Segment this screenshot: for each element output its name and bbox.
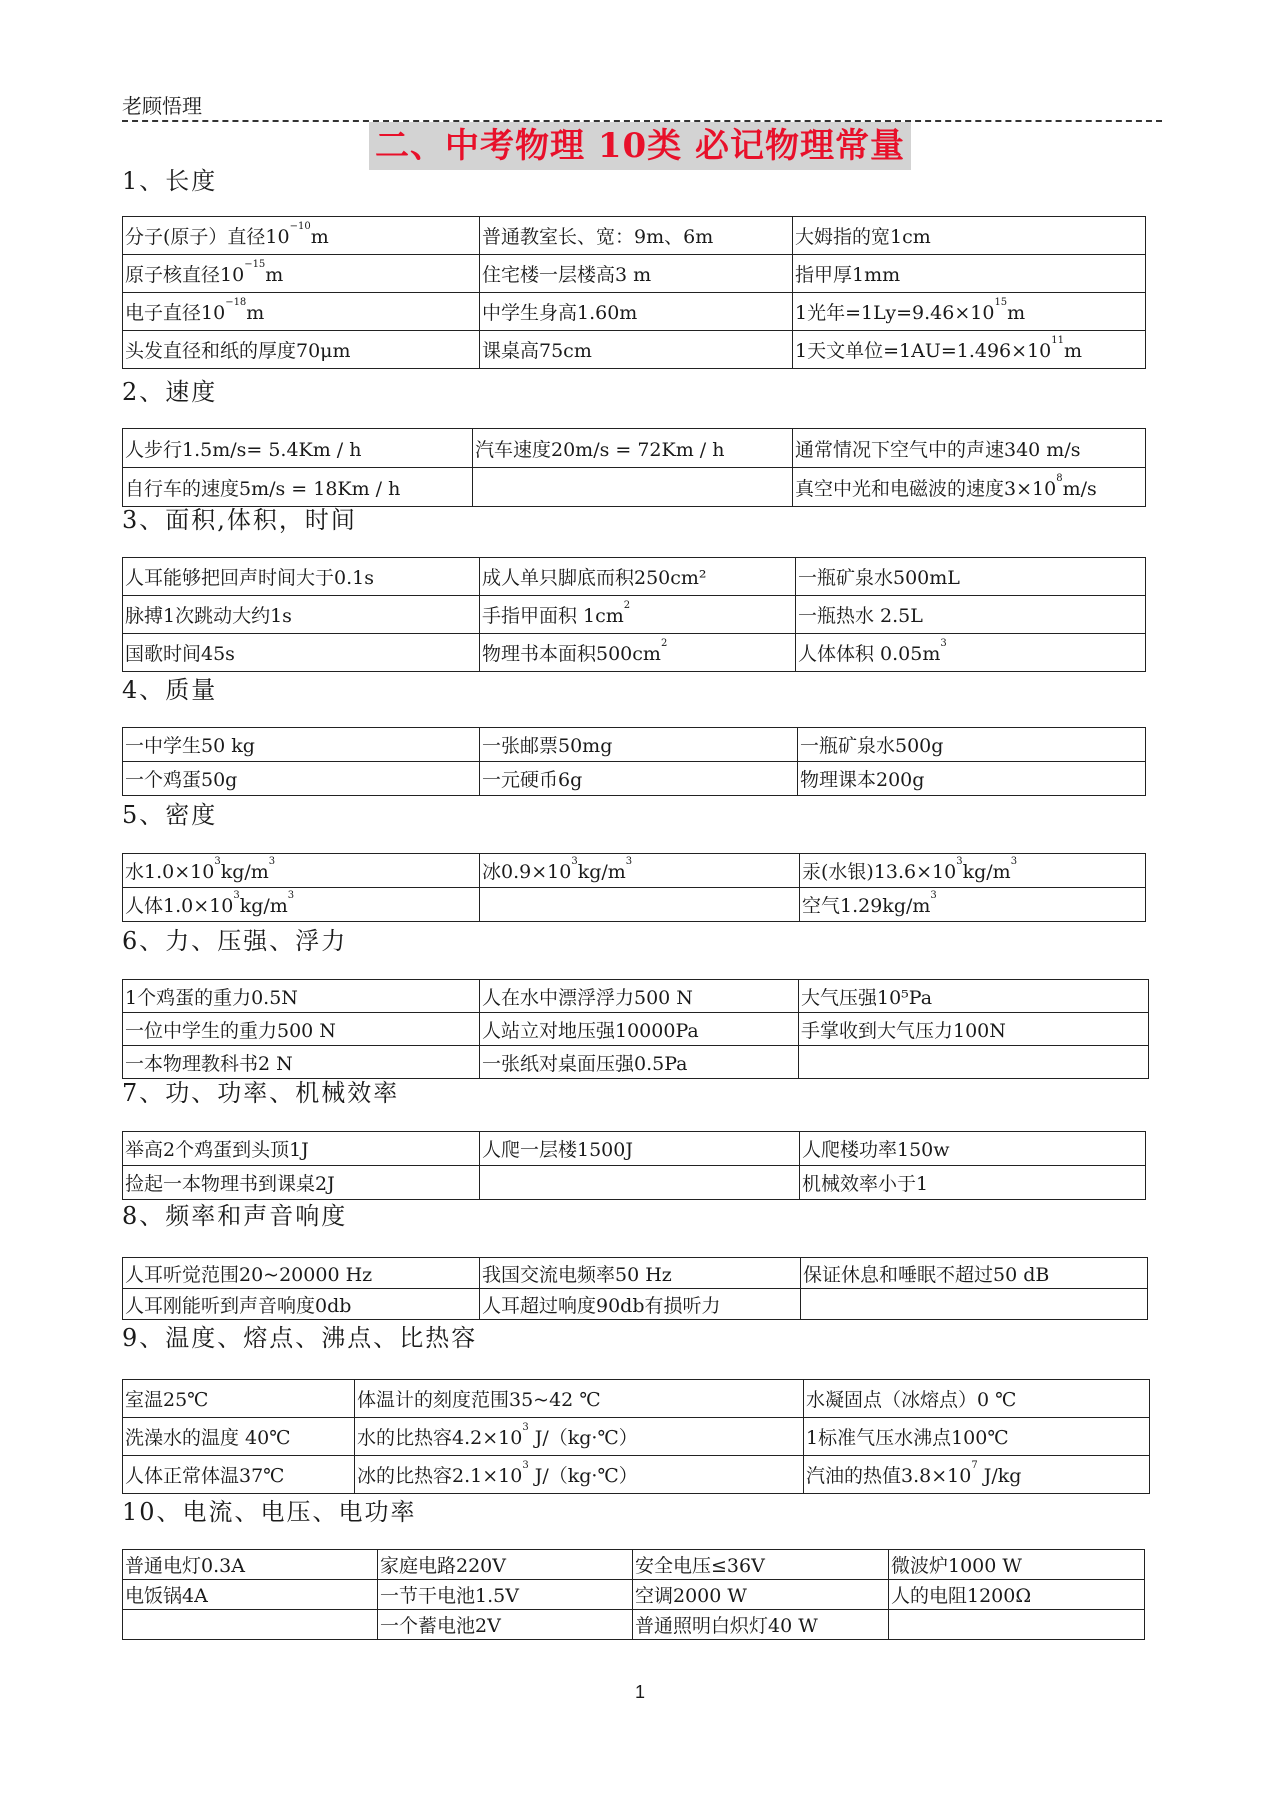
- table-cell: 指甲厚1mm: [793, 255, 1146, 293]
- table-cell: 一个蓄电池2V: [378, 1610, 633, 1640]
- table-cell: 国歌时间45s: [123, 634, 480, 672]
- table-cell: 室温25℃: [123, 1380, 355, 1418]
- table-cell: [480, 1166, 800, 1200]
- table-cell: 电饭锅4A: [123, 1580, 378, 1610]
- table-cell: [889, 1610, 1145, 1640]
- table-cell: 通常情况下空气中的声速340 m/s: [793, 429, 1146, 468]
- table-cell: 人体$1.0\times 10^3kg/m^3$: [123, 888, 480, 922]
- table-row: [123, 1046, 1149, 1079]
- table-cell: 人体正常体温37℃: [123, 1456, 355, 1494]
- table-cell: 人体体积 $0.05m^3$: [796, 634, 1146, 672]
- table-cell: 举高2个鸡蛋到头顶1J: [123, 1132, 480, 1166]
- table-cell: 人耳能够把回声时间大于0.1s: [123, 558, 480, 596]
- table-cell: 头发直径和纸的厚度70μm: [123, 331, 480, 369]
- table-cell: 物理课本200g: [798, 762, 1146, 796]
- table-cell: 空调2000 W: [633, 1580, 889, 1610]
- table-cell: 水的比热容$4.2\times 10^3$ J/（kg·℃）: [355, 1418, 804, 1456]
- constants-table: [122, 1379, 1150, 1494]
- table-cell: 手指甲面积 $1cm^2$: [480, 596, 796, 634]
- constants-table: [122, 1549, 1145, 1640]
- table-row: [123, 1456, 1150, 1494]
- table-row: [123, 429, 1146, 468]
- table-cell: 人的电阻1200Ω: [889, 1580, 1145, 1610]
- table-cell: 水$1.0\times 10^3kg/m^3$: [123, 854, 480, 888]
- constants-table: [122, 1131, 1146, 1200]
- table-cell: [799, 1046, 1149, 1079]
- table-cell: 人爬一层楼1500J: [480, 1132, 800, 1166]
- table-row: [123, 854, 1146, 888]
- table-cell: 人耳刚能听到声音响度0db: [123, 1289, 480, 1320]
- table-row: [123, 634, 1146, 672]
- table-cell: 安全电压≤36V: [633, 1550, 889, 1580]
- table-cell: 汞(水银)$13.6\times 10^3kg/m^3$: [800, 854, 1146, 888]
- table-cell: 1天文单位$=1AU=1.496\times 10^{11}m$: [793, 331, 1146, 369]
- constants-table: [122, 853, 1146, 922]
- table-row: [123, 1418, 1150, 1456]
- table-cell: 机械效率小于1: [800, 1166, 1146, 1200]
- title-wrap: [0, 122, 1280, 170]
- table-cell: 大姆指的宽1cm: [793, 217, 1146, 255]
- table-row: [123, 255, 1146, 293]
- table-cell: 冰的比热容$2.1\times 10^3$ J/（kg·℃）: [355, 1456, 804, 1494]
- table-cell: [473, 468, 793, 507]
- table-cell: 一瓶热水 2.5L: [796, 596, 1146, 634]
- table-cell: 一张邮票50mg: [480, 728, 798, 762]
- table-cell: 家庭电路220V: [378, 1550, 633, 1580]
- table-cell: 1个鸡蛋的重力0.5N: [123, 980, 480, 1013]
- table-row: [123, 1289, 1148, 1320]
- table-cell: 人耳超过响度90db有损听力: [480, 1289, 801, 1320]
- table-cell: 体温计的刻度范围35~42 ℃: [355, 1380, 804, 1418]
- table-cell: 冰$0.9\times 10^3kg/m^3$: [480, 854, 800, 888]
- table-cell: 空气$1.29kg/m^3$: [800, 888, 1146, 922]
- table-row: [123, 888, 1146, 922]
- table-row: [123, 1132, 1146, 1166]
- table-cell: 汽油的热值$3.8\times 10^7$ J/kg: [804, 1456, 1150, 1494]
- table-cell: 一个鸡蛋50g: [123, 762, 480, 796]
- table-cell: 我国交流电频率50 Hz: [480, 1258, 801, 1289]
- table-cell: 课桌高75cm: [480, 331, 793, 369]
- table-row: [123, 980, 1149, 1013]
- table-cell: 一节干电池1.5V: [378, 1580, 633, 1610]
- table-row: [123, 596, 1146, 634]
- section-heading: 5、密度: [122, 801, 218, 829]
- table-cell: [480, 888, 800, 922]
- table-cell: 一本物理教科书2 N: [123, 1046, 480, 1079]
- constants-table: [122, 216, 1146, 369]
- section-heading: 4、质量: [122, 676, 218, 704]
- table-row: [123, 762, 1146, 796]
- table-cell: 一位中学生的重力500 N: [123, 1013, 480, 1046]
- table-cell: 捡起一本物理书到课桌2J: [123, 1166, 480, 1200]
- table-cell: 一瓶矿泉水500g: [798, 728, 1146, 762]
- table-row: [123, 1580, 1145, 1610]
- table-cell: [123, 1610, 378, 1640]
- table-cell: 脉搏1次跳动大约1s: [123, 596, 480, 634]
- table-cell: 电子直径$10^{-18}m$: [123, 293, 480, 331]
- table-row: [123, 217, 1146, 255]
- table-row: [123, 1380, 1150, 1418]
- table-cell: 一元硬币6g: [480, 762, 798, 796]
- table-row: [123, 728, 1146, 762]
- table-cell: 一中学生50 kg: [123, 728, 480, 762]
- table-cell: 洗澡水的温度 40℃: [123, 1418, 355, 1456]
- table-cell: 原子核直径$10^{-15}m$: [123, 255, 480, 293]
- table-cell: 真空中光和电磁波的速度$3\times 10^8m/s$: [793, 468, 1146, 507]
- table-cell: 人爬楼功率150w: [800, 1132, 1146, 1166]
- table-cell: 保证休息和唾眠不超过50 dB: [801, 1258, 1148, 1289]
- table-cell: 自行车的速度5m/s = 18Km / h: [123, 468, 473, 507]
- page-title: 二、中考物理 10类 必记物理常量: [369, 122, 911, 170]
- table-cell: 物理书本面积$500cm^2$: [480, 634, 796, 672]
- table-cell: 人耳听觉范围20~20000 Hz: [123, 1258, 480, 1289]
- section-heading: 8、频率和声音响度: [122, 1202, 348, 1230]
- table-row: [123, 293, 1146, 331]
- section-heading: 10、电流、电压、电功率: [122, 1498, 417, 1526]
- table-cell: 1光年$=1Ly=9.46\times 10^{15}m$: [793, 293, 1146, 331]
- table-row: [123, 1258, 1148, 1289]
- header-author: 老顾悟理: [122, 94, 206, 118]
- table-cell: 微波炉1000 W: [889, 1550, 1145, 1580]
- table-cell: [801, 1289, 1148, 1320]
- table-cell: 人在水中漂浮浮力500 N: [480, 980, 799, 1013]
- table-cell: 普通照明白炽灯40 W: [633, 1610, 889, 1640]
- table-cell: 手掌收到大气压力100N: [799, 1013, 1149, 1046]
- section-heading: 7、功、功率、机械效率: [122, 1079, 400, 1107]
- table-cell: 普通电灯0.3A: [123, 1550, 378, 1580]
- table-cell: 大气压强10⁵Pa: [799, 980, 1149, 1013]
- table-cell: 普通教室长、宽：9m、6m: [480, 217, 793, 255]
- section-heading: 9、温度、熔点、沸点、比热容: [122, 1324, 478, 1352]
- table-cell: 人站立对地压强10000Pa: [480, 1013, 799, 1046]
- constants-table: [122, 979, 1149, 1079]
- table-row: [123, 1550, 1145, 1580]
- table-cell: 成人单只脚底而积250cm²: [480, 558, 796, 596]
- table-row: [123, 331, 1146, 369]
- table-cell: 分子(原子）直径$10^{-10}m$: [123, 217, 480, 255]
- table-row: [123, 1166, 1146, 1200]
- table-cell: 一张纸对桌面压强0.5Pa: [480, 1046, 799, 1079]
- table-cell: 水凝固点（冰熔点）0 ℃: [804, 1380, 1150, 1418]
- header-rule: [122, 94, 1162, 122]
- table-cell: 中学生身高1.60m: [480, 293, 793, 331]
- constants-table: [122, 428, 1146, 507]
- constants-table: [122, 727, 1146, 796]
- section-heading: 1、长度: [122, 167, 218, 195]
- section-heading: 2、速度: [122, 378, 218, 406]
- table-cell: 汽车速度20m/s = 72Km / h: [473, 429, 793, 468]
- table-row: [123, 468, 1146, 507]
- constants-table: [122, 1257, 1148, 1320]
- table-row: [123, 1610, 1145, 1640]
- section-heading: 6、力、压强、浮力: [122, 927, 348, 955]
- constants-table: [122, 557, 1146, 672]
- table-cell: 1标准气压水沸点100℃: [804, 1418, 1150, 1456]
- table-cell: 人步行1.5m/s= 5.4Km / h: [123, 429, 473, 468]
- table-cell: 一瓶矿泉水500mL: [796, 558, 1146, 596]
- table-row: [123, 1013, 1149, 1046]
- table-cell: 住宅楼一层楼高3 m: [480, 255, 793, 293]
- page-number: 1: [634, 1682, 645, 1702]
- table-row: [123, 558, 1146, 596]
- section-heading: 3、面积,体积，时间: [122, 506, 357, 534]
